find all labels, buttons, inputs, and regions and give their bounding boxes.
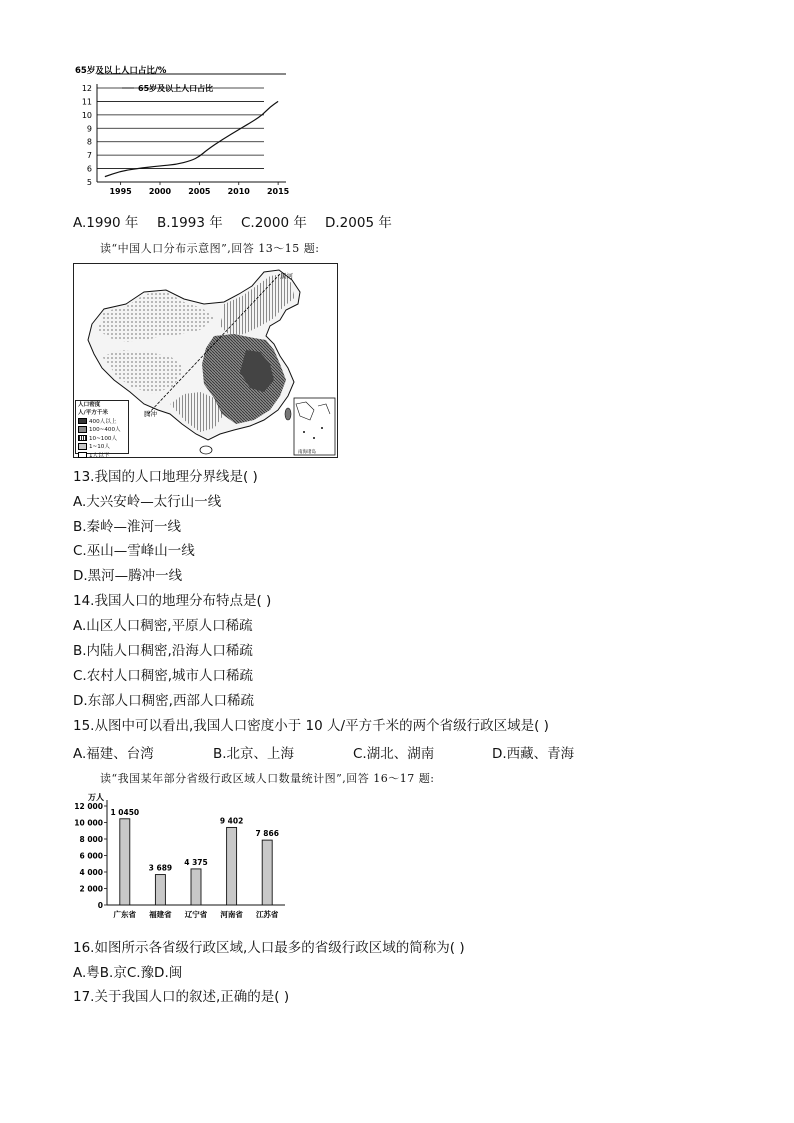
q13-option-c[interactable]: C.巫山—雪峰山一线 <box>73 543 195 559</box>
legend-unit: 人/平方千米 <box>78 409 109 416</box>
population-bar-chart <box>70 788 290 930</box>
bar <box>227 827 237 905</box>
y-tick-label: 0 <box>97 901 103 910</box>
q14-option-c[interactable]: C.农村人口稠密,城市人口稀疏 <box>73 668 254 684</box>
legend-item: 1~10人 <box>78 443 126 452</box>
legend-item: 1人以下 <box>78 452 126 461</box>
hainan-island <box>200 446 212 454</box>
legend-item: 400人以上 <box>78 418 126 427</box>
q12-option-a[interactable]: A.1990 年 <box>73 215 139 231</box>
y-tick-label: 7 <box>86 151 92 161</box>
bar <box>191 869 201 905</box>
bar <box>120 819 130 905</box>
y-tick-label: 12 <box>81 84 92 93</box>
q13-option-d[interactable]: D.黑河—腾冲一线 <box>73 568 183 584</box>
x-category-label: 江苏省 <box>255 910 279 919</box>
legend-item: 10~100人 <box>78 435 126 444</box>
x-category-label: 福建省 <box>149 910 172 919</box>
nanhai-label: 南海诸岛 <box>298 450 316 455</box>
bar-value-label: 1 0450 <box>110 807 140 817</box>
x-tick-label: 2005 <box>188 187 211 196</box>
bar <box>262 840 272 905</box>
bar-value-label: 7 866 <box>255 829 279 839</box>
q13-option-b[interactable]: B.秦岭—淮河一线 <box>73 519 182 535</box>
q14-stem: 14.我国人口的地理分布特点是( ) <box>73 593 272 609</box>
q12-option-b[interactable]: B.1993 年 <box>157 215 223 231</box>
x-tick-label: 2010 <box>227 187 250 196</box>
south-china-sea-inset <box>294 398 335 455</box>
q13-stem: 13.我国的人口地理分界线是( ) <box>73 469 258 485</box>
x-tick-label: 2000 <box>148 187 172 196</box>
y-tick-label: 4 000 <box>79 868 103 877</box>
y-tick-label: 11 <box>81 97 92 107</box>
q14-option-a[interactable]: A.山区人口稠密,平原人口稀疏 <box>73 618 253 634</box>
x-category-label: 河南省 <box>220 910 243 919</box>
y-tick-label: 6 <box>86 164 92 174</box>
intro-map: 读“中国人口分布示意图”,回答 13～15 题: <box>100 242 320 255</box>
q17-stem: 17.关于我国人口的叙述,正确的是( ) <box>73 989 290 1005</box>
y-tick-label: 5 <box>86 178 92 187</box>
series-line <box>105 101 278 176</box>
q15-stem: 15.从图中可以看出,我国人口密度小于 10 人/平方千米的两个省级行政区域是( ) <box>73 718 549 734</box>
tengchong-label: 腾冲 <box>144 410 157 418</box>
q16-options[interactable]: A.粤B.京C.豫D.闽 <box>73 965 183 981</box>
legend-title: 人口密度 <box>78 402 101 408</box>
y-tick-label: 10 <box>81 110 92 120</box>
x-category-label: 辽宁省 <box>184 910 208 919</box>
q15-option-b[interactable]: B.北京、上海 <box>213 746 295 762</box>
y-tick-label: 12 000 <box>74 802 103 811</box>
q14-option-b[interactable]: B.内陆人口稠密,沿海人口稀疏 <box>73 643 253 659</box>
x-tick-label: 2015 <box>266 187 290 196</box>
chart-title: 65岁及以上人口占比/% <box>75 66 167 76</box>
intro-bar: 读“我国某年部分省级行政区域人口数量统计图”,回答 16～17 题: <box>100 772 435 785</box>
inset-island <box>321 427 323 429</box>
inset-island <box>303 431 305 433</box>
q13-option-a[interactable]: A.大兴安岭—太行山一线 <box>73 494 222 510</box>
q14-option-d[interactable]: D.东部人口稠密,西部人口稀疏 <box>73 693 254 709</box>
bar-ylabel: 万人 <box>88 793 104 802</box>
q12-option-d[interactable]: D.2005 年 <box>325 215 392 231</box>
y-tick-label: 9 <box>86 124 92 134</box>
inset-island <box>313 437 315 439</box>
y-tick-label: 8 <box>86 137 92 147</box>
x-tick-label: 1995 <box>109 187 132 196</box>
bar-value-label: 3 689 <box>148 863 173 873</box>
y-tick-label: 10 000 <box>74 818 103 828</box>
legend-item: 100~400人 <box>78 426 126 435</box>
q12-option-c[interactable]: C.2000 年 <box>241 215 307 231</box>
q16-stem: 16.如图所示各省级行政区域,人口最多的省级行政区域的简称为( ) <box>73 940 465 956</box>
q15-option-a[interactable]: A.福建、台湾 <box>73 746 154 762</box>
legend-label: 65岁及以上人口占比 <box>138 84 214 93</box>
q15-option-d[interactable]: D.西藏、青海 <box>492 746 575 762</box>
x-category-label: 广东省 <box>113 910 137 919</box>
y-tick-label: 6 000 <box>79 851 103 861</box>
bar-value-label: 9 402 <box>219 816 244 826</box>
heihe-label: 黑河 <box>280 272 293 280</box>
taiwan-island <box>285 408 291 420</box>
bar <box>155 875 165 905</box>
map-legend <box>75 400 129 459</box>
aging-line-chart <box>70 60 300 202</box>
y-tick-label: 2 000 <box>79 884 103 894</box>
bar-value-label: 4 375 <box>184 857 208 867</box>
q15-option-c[interactable]: C.湖北、湖南 <box>353 746 435 762</box>
y-tick-label: 8 000 <box>79 835 103 844</box>
